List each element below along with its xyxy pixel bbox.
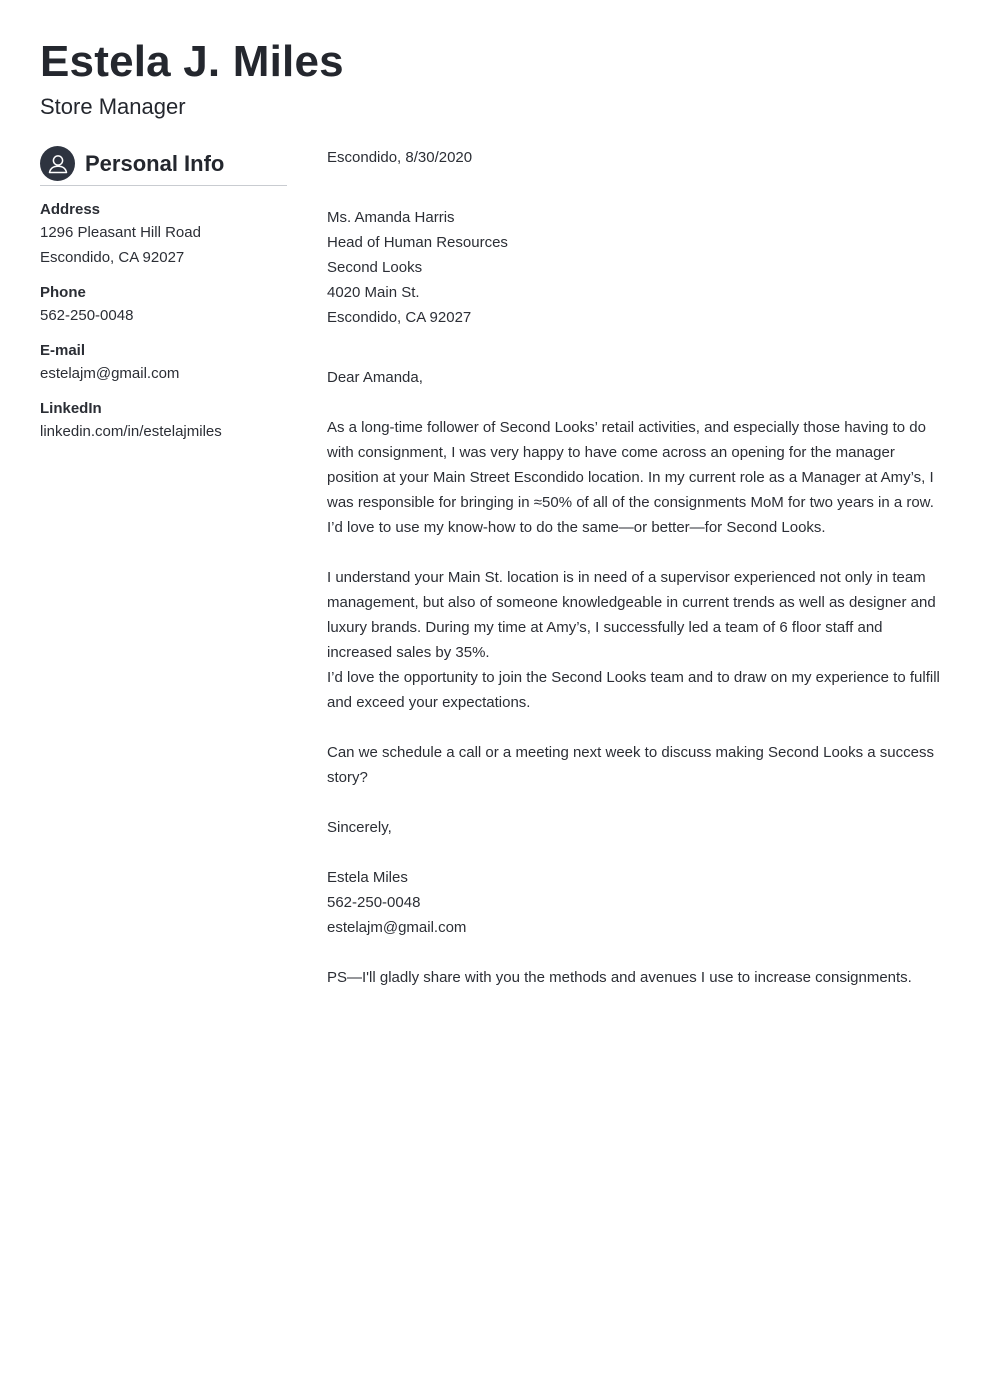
letter-paragraph-2b: I’d love the opportunity to join the Second Looks team and to draw on my experience to fulfill and exceed your expectations. [327,669,940,711]
signature-block [327,865,950,940]
letter-paragraph-2a: I understand your Main St. location is in need of a supervisor experienced not only in team management, but also of someone knowledgeable in current trends as well as designer and luxury brands. During my time at Amy’s, I successfully led a team of 6 floor staff and increased sales by 35%. [327,569,936,661]
signature-email: estelajm@gmail.com [327,919,467,936]
letter-postscript: PS—I'll gladly share with you the methods and avenues I use to increase consignments. [327,969,912,986]
recipient-street: 4020 Main St. [327,284,420,301]
recipient-city: Escondido, CA 92027 [327,309,472,326]
recipient-role: Head of Human Resources [327,234,508,251]
address-label: Address [40,201,101,218]
applicant-name: Estela J. Miles [40,37,344,86]
address-line-1: 1296 Pleasant Hill Road [40,224,201,241]
greeting: Dear Amanda, [327,369,423,386]
address-group [40,200,287,270]
linkedin-value: linkedin.com/in/estelajmiles [40,423,222,440]
linkedin-group [40,399,287,444]
recipient-name: Ms. Amanda Harris [327,209,455,226]
email-value: estelajm@gmail.com [40,365,180,382]
phone-group [40,283,287,328]
address-line-2: Escondido, CA 92027 [40,249,185,266]
phone-label: Phone [40,284,86,301]
applicant-job-title: Store Manager [40,94,186,119]
letter-closing: Sincerely, [327,819,392,836]
personal-info-title: Personal Info [85,150,225,176]
personal-info-header [40,146,287,186]
signature-phone: 562-250-0048 [327,894,421,911]
letter-paragraph-2 [327,565,950,715]
linkedin-label: LinkedIn [40,400,102,417]
email-group [40,341,287,386]
letter-paragraph-1: As a long-time follower of Second Looks’ retail activities, and especially those having to do with consignment, I was very happy to have come across an opening for the manager position at your Main Street Escondido location. In my current role as a Manager at Amy’s, I was responsible for bringing in ≈50% of all of the consignments MoM for two years in a row. I’d love to use my know-how to do the same—or better—for Second Looks. [327,419,934,536]
person-icon [40,146,75,181]
letter-paragraph-3: Can we schedule a call or a meeting next week to discuss making Second Looks a success story? [327,744,934,786]
email-label: E-mail [40,342,86,359]
letter-date-line: Escondido, 8/30/2020 [327,149,473,166]
phone-value: 562-250-0048 [40,307,134,324]
letter-body [327,146,950,990]
signature-name: Estela Miles [327,869,408,886]
content-columns [40,146,950,990]
recipient-company: Second Looks [327,259,423,276]
sidebar [40,146,287,990]
recipient-block [327,205,950,330]
